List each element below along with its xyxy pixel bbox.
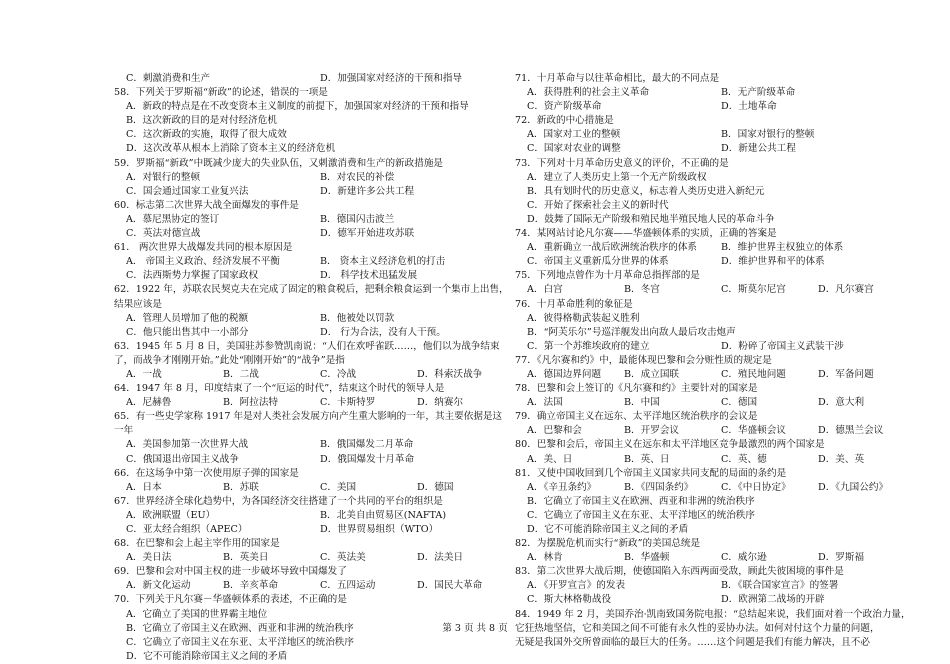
option-row [114,509,514,523]
right-column [515,72,915,650]
answer-option: A． 帝国主义政治、经济发展不平衡 [126,256,280,268]
answer-option: C．刺激消费和生产 [126,73,211,84]
answer-option: D．它不可能消除帝国主义之间的矛盾 [527,524,689,535]
question-stem: 68．在巴黎和会上起主宰作用的国家是 [114,538,280,550]
answer-option: D．鼓舞了国际无产阶级和殖民地半殖民地人民的革命斗争 [527,213,775,225]
answer-option: A．美、日 [527,453,573,465]
option-row [515,142,915,156]
answer-option: B．英、日 [624,453,670,465]
answer-option: C．英、德 [721,453,767,465]
option-row [114,368,514,382]
option-row [515,593,915,607]
answer-option: C．德国 [721,397,758,409]
answer-option: B．中国 [624,397,660,409]
option-row [114,523,514,537]
answer-option: B．对农民的补偿 [320,171,395,183]
option-row [114,551,514,565]
answer-option: D．《九国公约》 [818,481,889,493]
answer-option: D． 行为合法，没有人干预。 [320,326,446,338]
answer-option: A．日本 [126,481,162,493]
question-stem: 80．巴黎和会后，帝国主义在远东和太平洋地区竞争最激烈的两个国家是 [515,439,825,451]
answer-option: C．法西斯势力掌握了国家政权 [126,270,259,282]
option-row [114,453,514,467]
answer-option: C．它确立了帝国主义在东亚、太平洋地区的统治秩序 [527,509,755,521]
left-column [114,72,514,664]
option-row [515,424,915,438]
question-stem: 83．第二次世界大战后期，使德国陷入东西两面受敌，顾此失彼困境的事件是 [515,566,844,578]
answer-option: C．英法对德宣战 [126,228,201,240]
answer-option: B．《联合国家宣言》的签署 [721,580,839,592]
question-stem: 75．下列地点曾作为十月革命总指挥部的是 [515,270,700,282]
answer-option: B．“阿芙乐尔”号巡洋舰发出向敌人最后攻击炮声 [527,326,736,338]
answer-option: C．他只能出售其中一小部分 [126,326,249,338]
option-row [515,100,915,114]
option-row [515,453,915,467]
question-stem: 71．十月革命与以往革命相比，最大的不同点是 [515,73,720,84]
answer-option: C．亚太经合组织（APEC） [126,524,248,535]
option-row [114,255,514,269]
answer-option: D．德军开始进攻苏联 [320,228,415,240]
question-stem: 64．1947 年 8 月，印度结束了一个“厄运的时代”，结束这个时代的领导人是 [114,383,445,395]
question-stem: 84．1949 年 2 月，美国乔治·凯南致国务院电报：“总结起来说，我们面对着一个政治力量， [515,608,911,620]
answer-option: D．法美日 [417,552,464,564]
answer-option: B．这次新政的目的是对付经济危机 [126,115,277,127]
answer-option: D．加强国家对经济的干预和指导 [320,73,463,84]
question-stem: 81．又使中国收回到几个帝国主义国家共同支配的局面的条约是 [515,467,787,479]
option-row [515,551,915,565]
answer-option: D．罗斯福 [818,552,865,564]
option-row [515,255,915,269]
question-text-continued: 一年 [114,425,134,437]
answer-option: D．科索沃战争 [417,368,483,380]
answer-option: A．它确立了美国的世界霸主地位 [126,608,268,620]
answer-option: A．国家对工业的整顿 [527,129,621,141]
answer-option: D．粉碎了帝国主义武装干涉 [721,340,844,352]
answer-option: A．一战 [126,368,162,380]
question-text-continued: 结果应该是 [114,298,162,310]
question-stem: 77．《凡尔赛和约》中，最能体现巴黎和会分赃性质的规定是 [515,354,772,366]
answer-option: C．国会通过国家工业复兴法 [126,185,249,197]
answer-option: C．威尔逊 [721,552,767,564]
answer-option: B．成立国联 [624,368,680,380]
answer-option: A．获得胜利的社会主义革命 [527,87,650,99]
answer-option: C．斯莫尔尼宫 [721,284,786,296]
answer-option: B．开罗会议 [624,425,680,437]
answer-option: D．俄国爆发十月革命 [320,453,415,465]
answer-option: D．德国 [417,481,454,493]
question-stem: 58．下列关于罗斯福“新政”的论述，错误的一项是 [114,87,328,99]
option-row [114,72,514,86]
answer-option: C．开始了探索社会主义的新时代 [527,199,669,211]
option-row [114,227,514,241]
question-text-continued: 无疑是我国外交所曾面临的最巨大的任务。……这个问题是我们有能力解决，且不必 [515,636,870,648]
answer-option: A．管理人员增加了他的税额 [126,312,249,324]
answer-option: B．国家对银行的整顿 [721,129,815,141]
answer-option: C．华盛顿会议 [721,425,786,437]
answer-option: A．巴黎和会 [527,425,582,437]
answer-option: D．国民大革命 [417,580,483,592]
answer-option: D．维护世界和平的体系 [721,256,825,268]
answer-option: A．林肯 [527,552,563,564]
question-stem: 65．有一些史学家称 1917 年是对人类社会发展方向产生重大影响的一年，其主要依据是这 [114,411,503,423]
page-footer: 第 3 页 共 8 页 [442,623,508,634]
option-row [114,326,514,340]
answer-option: A．彼得格勒武装起义胜利 [527,312,640,324]
question-stem: 72．新政的中心措施是 [515,115,614,127]
answer-option: A．慕尼黑协定的签订 [126,213,220,225]
question-stem: 76．十月革命胜利的象征是 [515,298,633,310]
answer-option: C．卡斯特罗 [320,397,376,409]
answer-option: D．军备问题 [818,368,874,380]
question-stem: 60．标志第二次世界大战全面爆发的事件是 [114,199,299,211]
answer-option: D．纳赛尔 [417,397,464,409]
answer-option: B．华盛顿 [624,552,670,564]
answer-option: D．欧洲第二战场的开辟 [721,594,825,606]
answer-option: B．苏联 [223,481,259,493]
answer-option: D．意大利 [818,397,865,409]
answer-option: A．重新确立一战后欧洲统治秩序的体系 [527,242,698,254]
answer-option: C．五四运动 [320,580,376,592]
answer-option: A．法国 [527,397,563,409]
answer-option: B．具有划时代的历史意义，标志着人类历史进入新纪元 [527,185,765,197]
answer-option: C．美国 [320,481,357,493]
answer-option: A．《开罗宣言》的发表 [527,580,626,592]
answer-option: C．殖民地问题 [721,368,786,380]
answer-option: A．白宫 [527,284,563,296]
option-row [515,128,915,142]
question-stem: 66．在这场争中第一次使用原子弹的国家是 [114,467,299,479]
answer-option: B．《四国条约》 [624,481,694,493]
answer-option: C．《中日协定》 [721,481,791,493]
answer-option: D．新建公共工程 [721,143,796,155]
option-row [114,438,514,452]
answer-option: B．俄国爆发二月革命 [320,439,414,451]
option-row [114,269,514,283]
answer-option: C．帝国主义重新瓜分世界的体系 [527,256,669,268]
answer-option: C．它确立了帝国主义在东亚、太平洋地区的统治秩序 [126,636,354,648]
answer-option: D．这次改革从根本上消除了资本主义的经济危机 [126,143,336,155]
question-stem: 67．世界经济全球化趋势中，为各国经济交往搭建了一个共同的平台的组织是 [114,495,443,507]
answer-option: A．建立了人类历史上第一个无产阶级政权 [527,171,707,183]
answer-option: A．德国边界问题 [527,368,602,380]
option-row [515,86,915,100]
question-stem: 63．1945 年 5 月 8 日，美国驻苏参赞凯南说：“人们在欢呼雀跃……，他们以为战争结束 [114,340,500,352]
answer-option: D．新建许多公共工程 [320,185,415,197]
question-stem: 62．1922 年，苏联农民契克夫在完成了固定的粮食税后，把剩余粮食运到一个集市上出售， [114,284,509,296]
question-stem: 59．罗斯福“新政”中既减少庞大的失业队伍，又刺激消费和生产的新政措施是 [114,157,444,169]
answer-option: B．冬宫 [624,284,660,296]
option-row [515,241,915,255]
question-stem: 78．巴黎和会上签订的《凡尔赛和约》主要针对的国家是 [515,383,758,395]
answer-option: B．它确立了帝国主义在欧洲、西亚和非洲的统治秩序 [527,495,755,507]
answer-option: B．二战 [223,368,259,380]
answer-option: B．无产阶级革命 [721,87,796,99]
answer-option: B．英美日 [223,552,269,564]
answer-option: C．冷战 [320,368,357,380]
option-row [114,312,514,326]
option-row [114,185,514,199]
question-stem: 73．下列对十月革命历史意义的评价，不正确的是 [515,157,729,169]
option-row [515,481,915,495]
answer-option: A．《辛丑条约》 [527,481,597,493]
question-text-continued: 它狂热地坚信，它和美国之间不可能有永久性的妥协办法。如何对付这个力量的问题， [515,622,880,634]
answer-option: B． 资本主义经济危机的打击 [320,256,446,268]
answer-option: D．美、英 [818,453,865,465]
answer-option: B．它确立了帝国主义在欧洲、西亚和非洲的统治秩序 [126,622,354,634]
answer-option: B．他被处以罚款 [320,312,395,324]
answer-option: C．国家对农业的调整 [527,143,621,155]
answer-option: A．尼赫鲁 [126,397,172,409]
answer-option: C．俄国退出帝国主义战争 [126,453,239,465]
answer-option: D．凡尔赛宫 [818,284,874,296]
answer-option: D．它不可能消除帝国主义之间的矛盾 [126,650,288,662]
answer-option: C．斯大林格勒战役 [527,594,612,606]
option-row [515,340,915,354]
answer-option: B．维护世界主权独立的体系 [721,242,844,254]
answer-option: D． 科学技术迅猛发展 [320,270,418,282]
answer-option: A．对银行的整顿 [126,171,201,183]
answer-option: C．英法美 [320,552,366,564]
question-stem: 70．下列关于凡尔赛－华盛顿体系的表述，不正确的是 [114,594,347,606]
answer-option: C．这次新政的实施，取得了很大成效 [126,129,287,141]
option-row [114,579,514,593]
answer-option: A．欧洲联盟（EU） [126,509,216,521]
question-stem: 79．确立帝国主义在远东、太平洋地区统治秩序的会议是 [515,411,758,423]
answer-option: C．第一个苏维埃政府的建立 [527,340,650,352]
question-stem: 74．某网站讨论凡尔赛——华盛顿体系的实质，正确的答案是 [515,228,777,240]
question-text-continued: 了，而战争才刚刚开始。”此处“刚刚开始”的“战争”是指 [114,354,345,366]
answer-option: B．辛亥革命 [223,580,279,592]
option-row [114,396,514,410]
answer-option: A．美日法 [126,552,172,564]
answer-option: A．新文化运动 [126,580,191,592]
answer-option: B．北美自由贸易区(NAFTA) [320,509,447,521]
option-row [515,283,915,297]
answer-option: C．资产阶级革命 [527,101,602,113]
option-row [114,213,514,227]
answer-option: D．世界贸易组织（WTO） [320,524,439,535]
option-row [515,579,915,593]
answer-option: D．土地革命 [721,101,777,113]
question-stem: 61． 两次世界大战爆发共同的根本原因是 [114,242,293,254]
answer-option: A．美国参加第一次世界大战 [126,439,249,451]
option-row [114,171,514,185]
answer-option: B．阿拉法特 [223,397,279,409]
option-row [515,396,915,410]
question-stem: 69．巴黎和会对中国主权的进一步破坏导致中国爆发了 [114,566,347,578]
option-row [114,481,514,495]
question-stem: 82．为摆脱危机而实行“新政”的美国总统是 [515,538,701,550]
answer-option: D．德黑兰会议 [818,425,884,437]
answer-option: B．德国闪击波兰 [320,213,395,225]
answer-option: A．新政的特点是在不改变资本主义制度的前提下，加强国家对经济的干预和指导 [126,101,469,113]
option-row [515,368,915,382]
